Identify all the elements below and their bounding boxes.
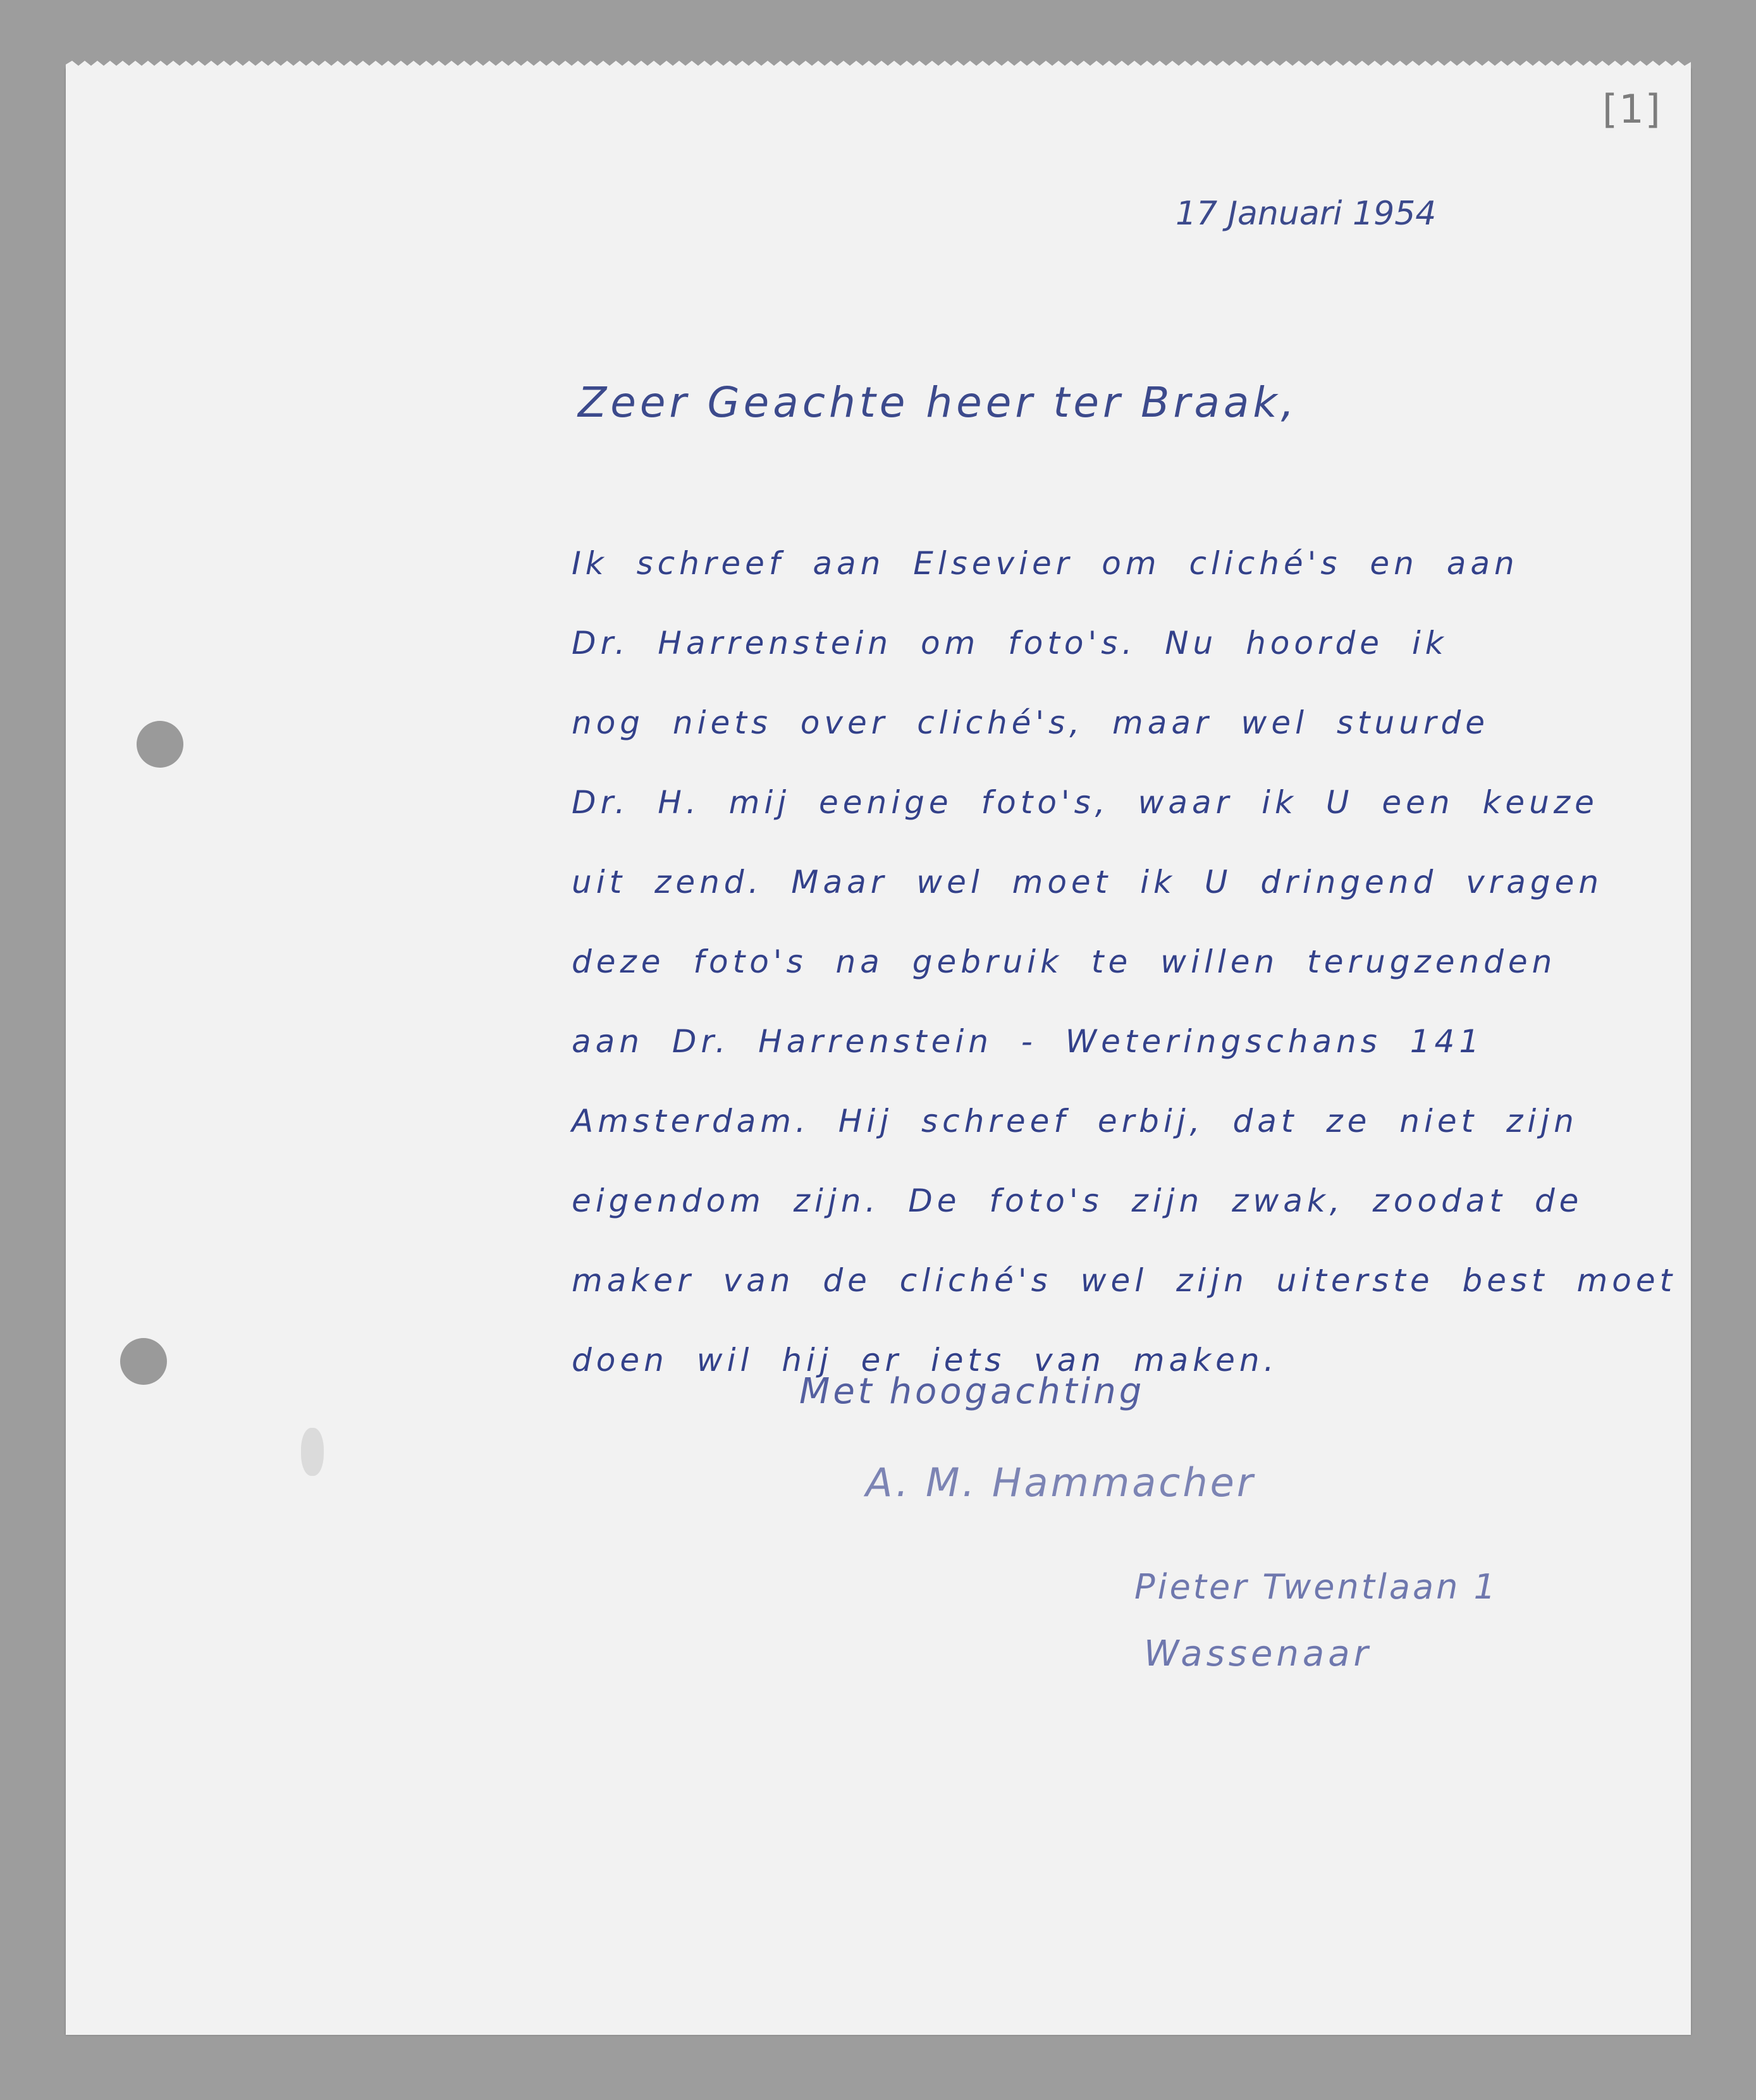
body-line: uit zend. Maar wel moet ik U dringend vragen bbox=[572, 864, 1604, 900]
body-line: maker van de cliché's wel zijn uiterste best moet bbox=[572, 1262, 1677, 1299]
body-line: deze foto's na gebruik te willen terugzenden bbox=[572, 943, 1557, 980]
sender-address-street: Pieter Twentlaan 1 bbox=[1134, 1567, 1498, 1607]
perforated-edge bbox=[66, 59, 1691, 70]
sender-address-town: Wassenaar bbox=[1144, 1633, 1372, 1674]
body-line: eigendom zijn. De foto's zijn zwak, zoodat de bbox=[572, 1182, 1583, 1219]
body-line: aan Dr. Harrenstein - Weteringschans 141 bbox=[572, 1023, 1484, 1060]
letter-body bbox=[572, 524, 1677, 1400]
archive-reference: [1] bbox=[1602, 86, 1662, 132]
letter-date: 17 Januari 1954 bbox=[1176, 195, 1437, 233]
letter-closing: Met hoogachting bbox=[799, 1371, 1145, 1412]
letter-sheet bbox=[66, 68, 1691, 2035]
paper-smudge bbox=[301, 1428, 324, 1476]
body-line: nog niets over cliché's, maar wel stuurde bbox=[572, 704, 1489, 741]
letter-salutation: Zeer Geachte heer ter Braak, bbox=[578, 378, 1298, 427]
punch-hole-lower bbox=[120, 1338, 167, 1385]
body-line: Dr. H. mij eenige foto's, waar ik U een keuze bbox=[572, 784, 1599, 821]
punch-hole-upper bbox=[137, 721, 183, 768]
body-line: Ik schreef aan Elsevier om cliché's en aan bbox=[572, 545, 1519, 582]
body-line: Dr. Harrenstein om foto's. Nu hoorde ik bbox=[572, 625, 1448, 661]
letter-signature: A. M. Hammacher bbox=[866, 1459, 1256, 1506]
body-line: Amsterdam. Hij schreef erbij, dat ze niet zijn bbox=[572, 1103, 1578, 1139]
body-line: doen wil hij er iets van maken. bbox=[572, 1342, 1279, 1379]
